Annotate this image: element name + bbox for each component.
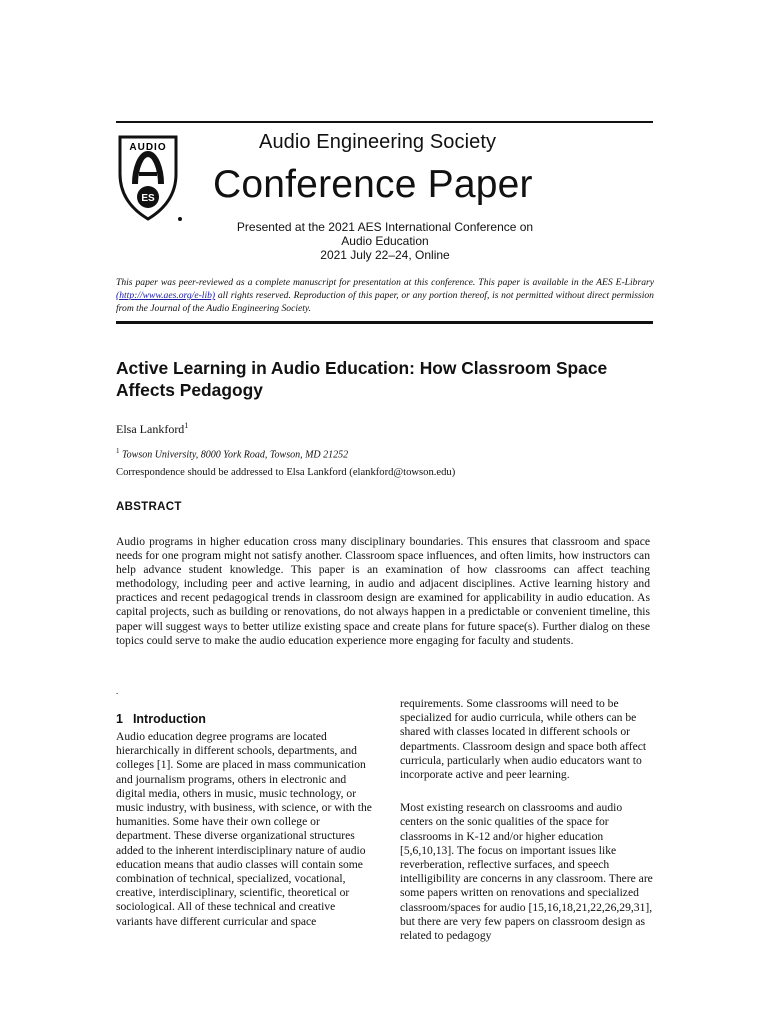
section-heading [116, 712, 206, 726]
right-column [400, 697, 655, 943]
aes-logo [117, 134, 183, 222]
presented-line: 2021 July 22–24, Online [320, 248, 450, 262]
top-rule [116, 121, 653, 123]
stray-mark: . [116, 686, 119, 696]
logo-text-es: ES [141, 193, 155, 204]
paragraph: Most existing research on classrooms and audio centers on the sonic qualities of the space for classrooms in K-12 and/or higher education [5,6,10,13]. The focus on important issues like reverberation, reflective surfaces, and speech intelligibility are concerns in any classroom. There are some papers written on renovations and specialized classroom/spaces for audio [15,16,18,21,22,26,29,31], but there are very few papers on classroom design as related to pedagogy [400, 801, 653, 943]
author-mark: 1 [184, 421, 189, 430]
presented-at [215, 220, 555, 262]
affiliation-text: Towson University, 8000 York Road, Towson, MD 21252 [122, 449, 349, 461]
abstract-heading: ABSTRACT [116, 501, 182, 513]
section-number: 1 [116, 712, 123, 726]
presented-line: Audio Education [341, 234, 429, 248]
abstract-text: Audio programs in higher education cross many disciplinary boundaries. This ensures that classroom and space needs for one program might not satisfy another. Classroom space influences, and often limits, how instructors can help advance student knowledge. This paper is an examination of how classrooms can affect teaching methodology, including peer and active learning, in audio and adjacent disciplines. Active learning history and practices and recent pedagogical trends in classroom design are examined for applicability in audio education. As capital projects, such as building or renovations, do not always happen in a predictable or convenient timeline, this paper will suggest ways to better utilize existing space and create plans for future space(s). Further dialog on these topics could serve to make the audio education experience more engaging for faculty and students. [116, 535, 650, 647]
presented-line: Presented at the 2021 AES International Conference on [236, 220, 534, 234]
e-library-link[interactable]: (http://www.aes.org/e-lib) [116, 290, 216, 301]
paragraph: requirements. Some classrooms will need to be specialized for audio curricula, while others can be shared with classes located in different schools or departments. Classroom design and space both affect curricula, particularly when audio educators want to incorporate active and peer learning. [400, 697, 647, 782]
logo-text-audio: AUDIO [129, 142, 167, 153]
paper-title: Active Learning in Audio Education: How Classroom Space Affects Pedagogy [116, 358, 608, 400]
left-column [116, 730, 374, 929]
document-type: Conference Paper [213, 163, 533, 206]
notice-text: all rights reserved. Reproduction of this paper, or any portion thereof, is not permitted without direct permission from the Journal of the Audio Engineering Society. [116, 290, 654, 314]
header-rule [116, 321, 653, 324]
society-name: Audio Engineering Society [259, 131, 497, 153]
paragraph: Audio education degree programs are located hierarchically in different schools, departments, and colleges [1]. Some are placed in mass communication and journalism programs, others in electronic and digital media, others in music, music technology, or music industry, with business, with science, or with the humanities. Some have their own college or department. These diverse organizational structures added to the inherent interdisciplinary nature of audio education means that audio classes will contain some combination of technical, specialized, vocational, creative, interdisciplinary, scientific, theoretical or sociological. All of these technical and creative variants have different curricular and space [116, 730, 372, 928]
author-name: Elsa Lankford [116, 422, 185, 436]
correspondence: Correspondence should be addressed to Elsa Lankford (elankford@towson.edu) [116, 467, 456, 478]
peer-review-notice [116, 276, 654, 315]
affiliation [116, 447, 348, 460]
author [116, 421, 188, 437]
affiliation-mark: 1 [116, 447, 120, 455]
section-title: Introduction [132, 712, 206, 726]
notice-text: This paper was peer-reviewed as a complete manuscript for presentation at this conference. This paper is available in the AES E-Library [116, 277, 654, 288]
